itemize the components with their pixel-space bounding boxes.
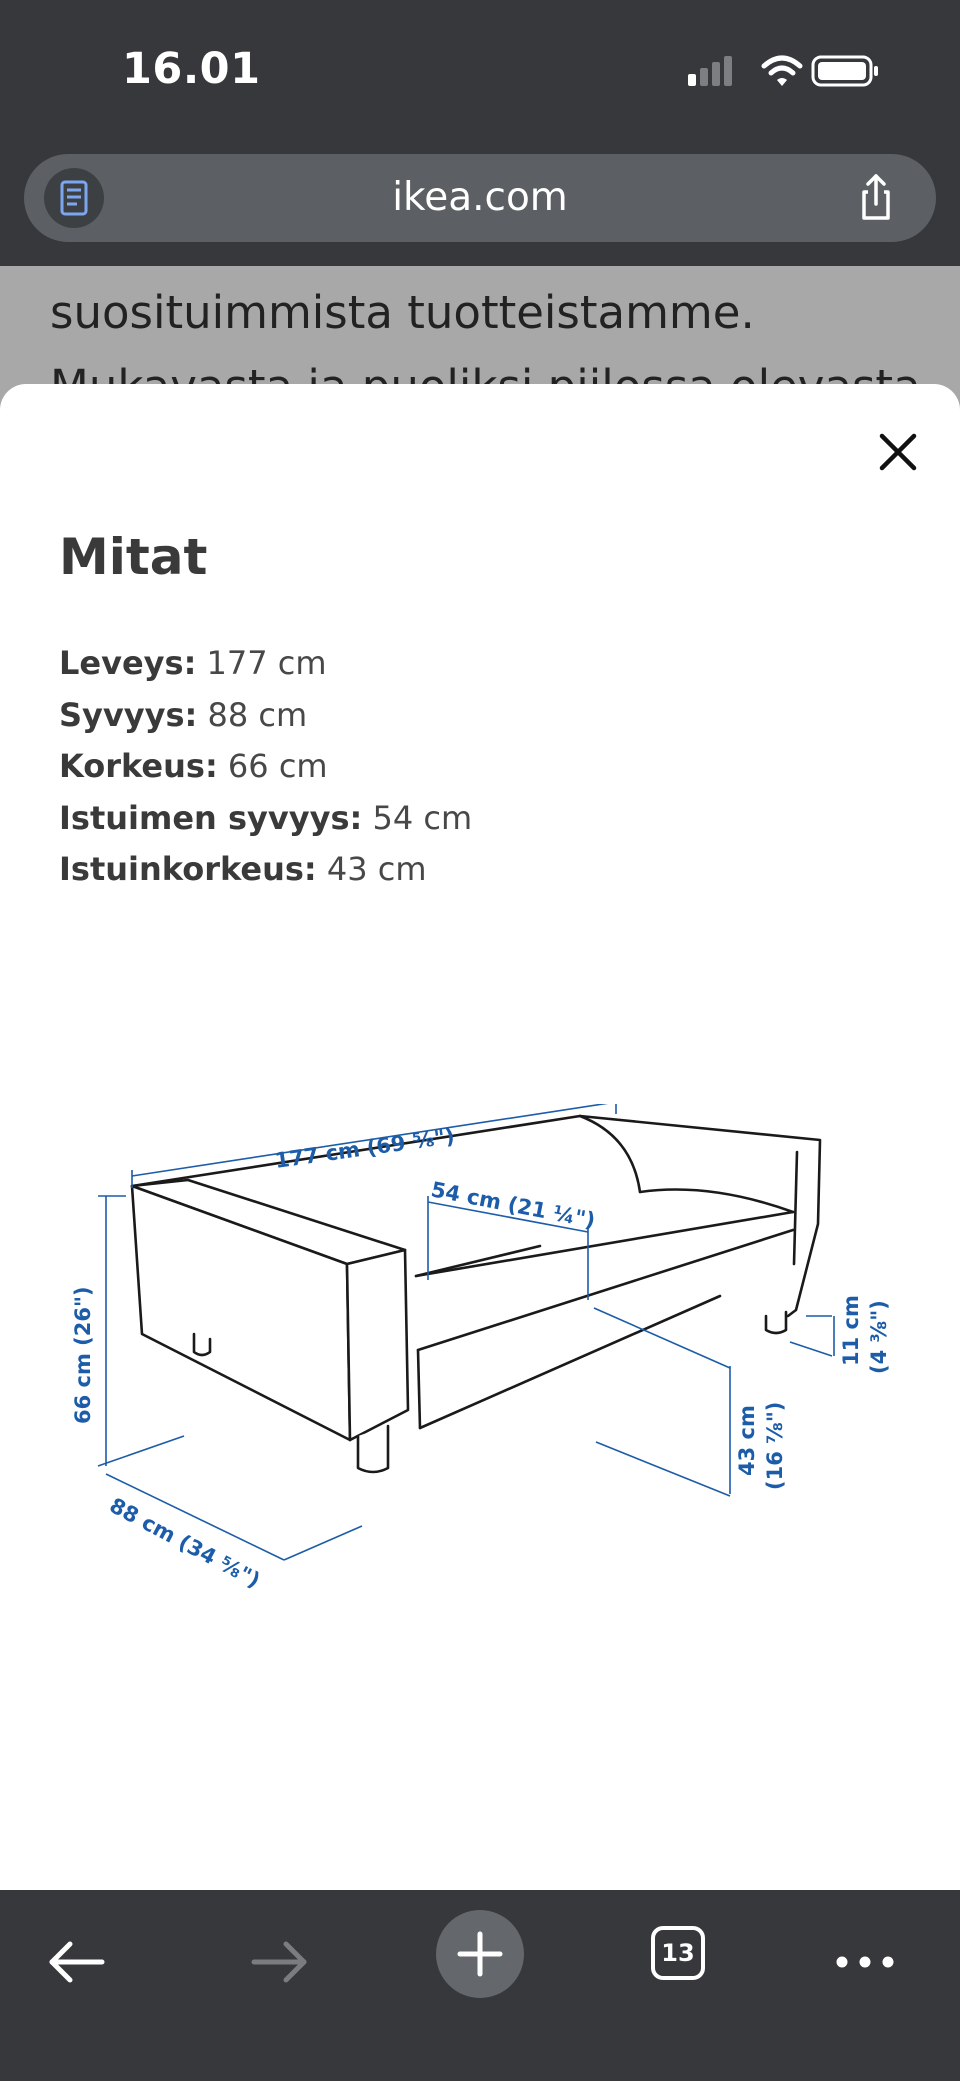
- more-button[interactable]: [820, 1908, 910, 1998]
- dimension-row: [59, 690, 472, 742]
- share-button[interactable]: [846, 168, 906, 228]
- more-dots-icon: [820, 1908, 910, 1998]
- leg-height-inch-label: (4 ⅜"): [867, 1300, 891, 1374]
- url-text: ikea.com: [392, 175, 568, 220]
- status-icons: [680, 52, 880, 92]
- dimension-row: [59, 741, 472, 793]
- new-tab-button[interactable]: [436, 1910, 524, 1998]
- height-dimension-label: 66 cm (26"): [71, 1286, 95, 1424]
- dimensions-list: [59, 638, 472, 896]
- wifi-icon: [764, 58, 800, 86]
- back-arrow-icon: [32, 1908, 122, 1998]
- seat-height-cm-label: 43 cm: [735, 1405, 759, 1476]
- dimension-row: [59, 793, 472, 845]
- address-bar[interactable]: [24, 154, 936, 242]
- dimension-row: [59, 638, 472, 690]
- dimension-label: Leveys:: [59, 644, 197, 682]
- dimension-value: 66 cm: [227, 747, 328, 785]
- close-button[interactable]: [870, 424, 926, 480]
- seat-height-inch-label: (16 ⅞"): [763, 1401, 787, 1490]
- tabs-button[interactable]: 13: [651, 1926, 705, 1980]
- battery-icon: [813, 57, 878, 85]
- modal-title: Mitat: [59, 528, 208, 586]
- status-time: 16.01: [122, 44, 261, 94]
- width-dimension-label: 177 cm (69 ⅝"): [273, 1123, 457, 1173]
- leg-height-cm-label: 11 cm: [839, 1295, 863, 1366]
- back-button[interactable]: [32, 1908, 122, 1998]
- new-tab-plus-icon: [436, 1910, 524, 1998]
- depth-dimension-label: 88 cm (34 ⅝"): [105, 1493, 265, 1593]
- background-text-line: suosituimmista tuotteistamme.: [50, 286, 755, 339]
- dimensions-modal: [0, 384, 960, 1890]
- dimension-row: [59, 844, 472, 896]
- address-bar-area: [0, 140, 960, 266]
- dimension-label: Istuimen syvyys:: [59, 798, 363, 837]
- dimension-value: 88 cm: [207, 695, 308, 734]
- dimension-label: Istuinkorkeus:: [59, 850, 317, 888]
- seat-depth-dimension-label: 54 cm (21 ¼"): [429, 1177, 598, 1233]
- dimension-value: 43 cm: [326, 850, 427, 888]
- cellular-signal-icon: [688, 56, 732, 86]
- sofa-drawing: [132, 1116, 820, 1472]
- share-icon: [846, 168, 906, 228]
- dimension-value: 177 cm: [206, 644, 327, 682]
- status-bar: [0, 0, 960, 140]
- dimension-value: 54 cm: [372, 798, 473, 837]
- sofa-dimension-diagram: [60, 1104, 910, 1704]
- forward-arrow-icon: [234, 1908, 324, 1998]
- browser-toolbar: [0, 1890, 960, 2081]
- dimension-label: Syvyys:: [59, 695, 198, 734]
- dimension-label: Korkeus:: [59, 747, 218, 785]
- forward-button[interactable]: [234, 1908, 324, 1998]
- close-icon: [870, 424, 926, 480]
